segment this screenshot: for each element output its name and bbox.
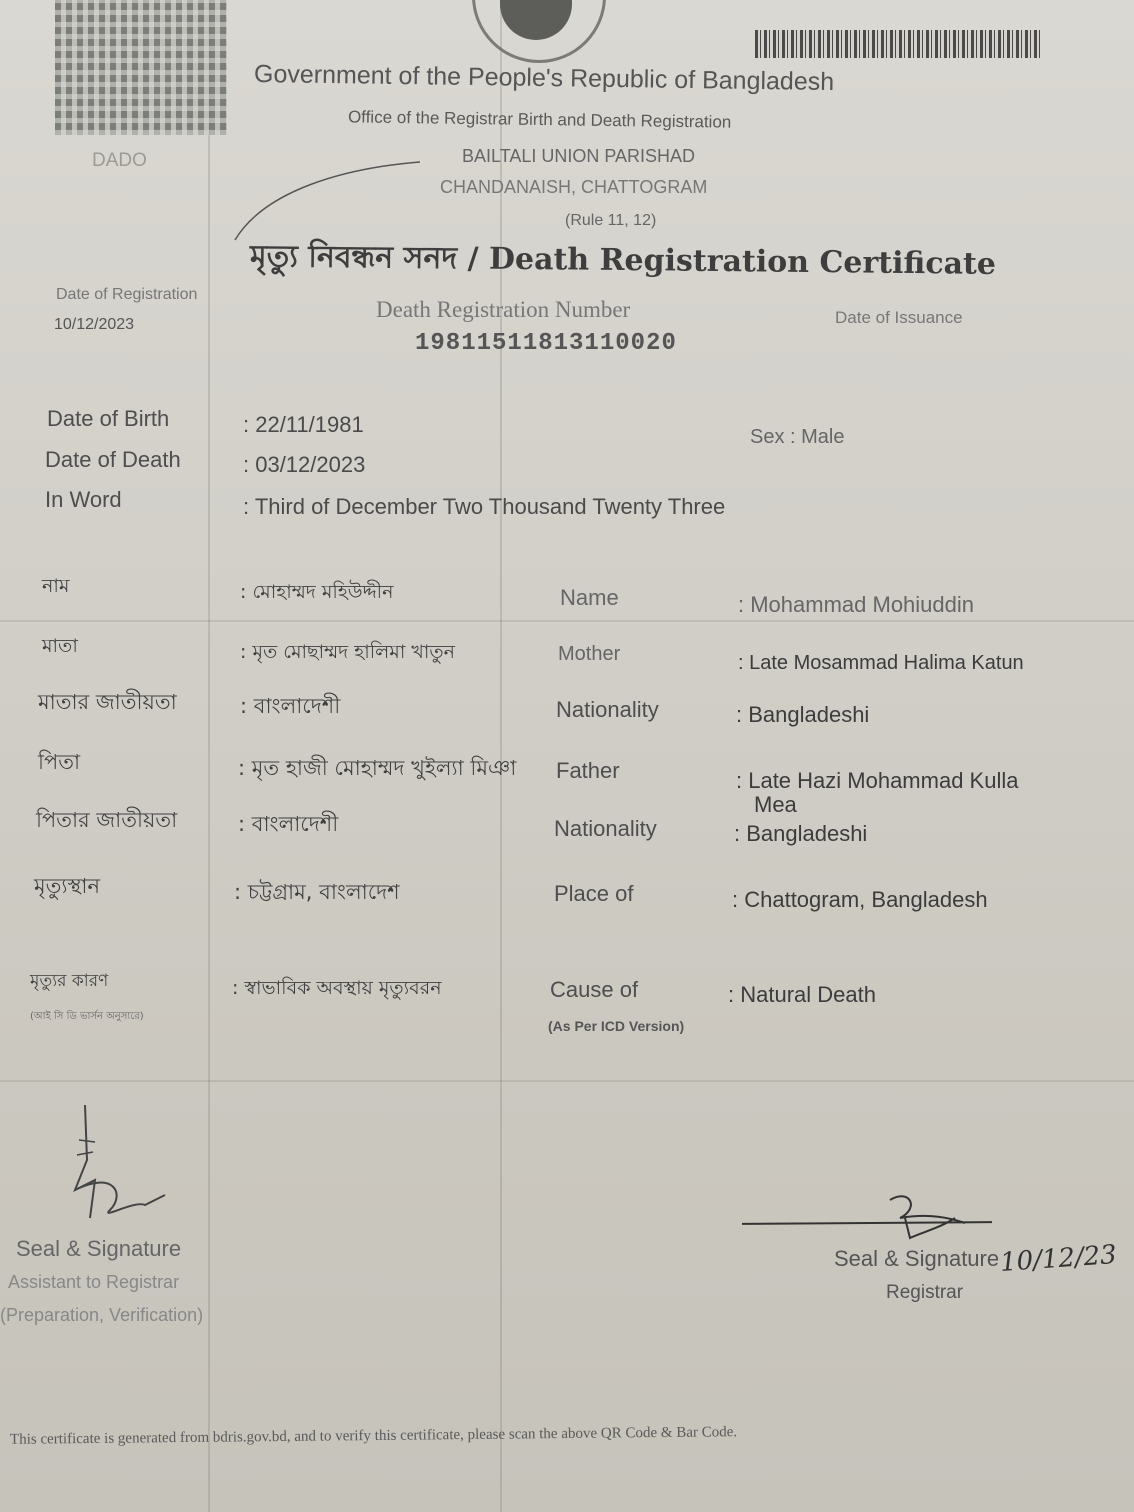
mother-label: Mother (558, 643, 621, 665)
sex-value: Sex : Male (750, 426, 845, 448)
office-heading: Office of the Registrar Birth and Death Registration (347, 107, 732, 132)
fold-line (0, 620, 1134, 622)
certificate-title: মৃত্যু নিবন্ধন সনদ / Death Registration Certificate (249, 239, 997, 282)
right-seal-title: Seal & Signature (834, 1246, 1000, 1271)
bn-father-label: পিতা (38, 750, 81, 774)
verification-footer: This certificate is generated from bdris.gov.bd, and to verify this certificate, please scan the above QR Code & Bar Code. (9, 1424, 738, 1448)
registrar-signature-date: 10/12/23 (999, 1239, 1118, 1279)
registration-number-value: 19811511813110020 (415, 330, 677, 357)
bn-death-cause-value: : স্বাভাবিক অবস্থায় মৃত্যুবরন (232, 977, 442, 999)
government-heading: Government of the People's Republic of Bangladesh (253, 59, 835, 97)
bn-mother-label: মাতা (42, 635, 78, 657)
pen-stroke (225, 150, 425, 250)
birth-date-value: : 22/11/1981 (243, 412, 364, 437)
registration-number-label: Death Registration Number (376, 297, 631, 322)
registration-date-value: 10/12/2023 (54, 316, 135, 333)
left-seal-role: Assistant to Registrar (8, 1272, 180, 1292)
father-value-continued: Mea (754, 792, 797, 817)
fold-line (208, 0, 210, 1512)
father-nationality-value: : Bangladeshi (734, 821, 868, 846)
name-value: : Mohammad Mohiuddin (738, 592, 975, 617)
bn-death-place-label: মৃত্যুস্থান (34, 874, 101, 898)
dado-label: DADO (92, 150, 147, 171)
bn-father-value: : মৃত হাজী মোহাম্মদ খুইল্যা মিঞা (238, 756, 517, 780)
bn-death-place-value: : চট্টগ্রাম, বাংলাদেশ (234, 880, 400, 904)
left-seal-note: (Preparation, Verification) (0, 1305, 204, 1325)
qr-code (55, 0, 227, 135)
right-seal-role: Registrar (886, 1282, 964, 1303)
father-value: : Late Hazi Mohammad Kulla (736, 768, 1019, 793)
rule-reference: (Rule 11, 12) (565, 212, 657, 229)
birth-date-label: Date of Birth (47, 406, 170, 431)
left-seal-title: Seal & Signature (16, 1236, 182, 1261)
union-heading: BAILTALI UNION PARISHAD (462, 146, 696, 166)
fold-line (0, 1080, 1134, 1082)
bn-icd-note: (আই সি ডি ভার্সন অনুসারে) (30, 1011, 144, 1022)
bn-father-nationality-value: : বাংলাদেশী (238, 812, 339, 836)
issuance-date-label: Date of Issuance (835, 308, 963, 327)
barcode (755, 30, 1040, 58)
mother-nationality-value: : Bangladeshi (736, 702, 870, 727)
bn-name-label: নাম (42, 575, 70, 597)
death-place-value: : Chattogram, Bangladesh (732, 887, 988, 912)
in-word-label: In Word (45, 487, 122, 512)
bn-death-cause-label: মৃত্যুর কারণ (30, 971, 109, 991)
father-nationality-label: Nationality (554, 816, 657, 841)
bn-father-nationality-label: পিতার জাতীয়তা (36, 808, 178, 832)
bn-mother-nationality-label: মাতার জাতীয়তা (38, 690, 177, 714)
bn-mother-value: : মৃত মোছাম্মদ হালিমা খাতুন (240, 641, 455, 663)
death-date-value: : 03/12/2023 (243, 452, 366, 477)
location-heading: CHANDANAISH, CHATTOGRAM (440, 177, 708, 197)
death-cause-label: Cause of (550, 977, 639, 1002)
name-label: Name (560, 585, 619, 610)
father-label: Father (556, 758, 620, 783)
registration-date-label: Date of Registration (56, 286, 198, 303)
in-word-value: : Third of December Two Thousand Twenty Three (243, 494, 726, 519)
icd-note: (As Per ICD Version) (548, 1018, 685, 1034)
mother-value: : Late Mosammad Halima Katun (738, 652, 1024, 674)
death-date-label: Date of Death (45, 447, 181, 472)
bn-mother-nationality-value: : বাংলাদেশী (240, 694, 341, 718)
assistant-signature (55, 1100, 195, 1230)
death-cause-value: : Natural Death (728, 982, 876, 1007)
mother-nationality-label: Nationality (556, 697, 659, 722)
bn-name-value: : মোহাম্মদ মহিউদ্দীন (240, 581, 394, 603)
death-place-label: Place of (554, 881, 634, 906)
